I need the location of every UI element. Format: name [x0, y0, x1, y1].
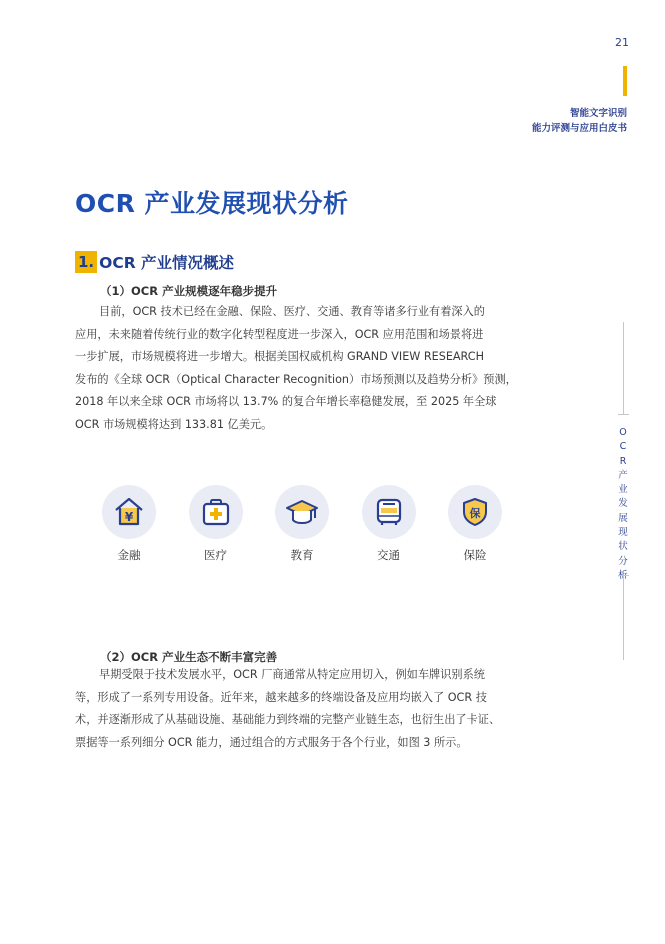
section-number: 1. — [75, 251, 97, 273]
industry-transport — [357, 485, 421, 563]
subsection-2-paragraph — [75, 664, 517, 754]
paragraph-line: 应用，未来随着传统行业的数字化转型程度进一步深入，OCR 应用范围和场景将进 — [75, 327, 484, 341]
section-title: OCR 产业情况概述 — [99, 254, 235, 272]
medical-kit-icon — [189, 485, 243, 539]
industry-label: 交通 — [377, 548, 400, 562]
document-title-line2: 能力评测与应用白皮书 — [531, 123, 627, 134]
paragraph-line: 目前，OCR 技术已经在金融、保险、医疗、交通、教育等诸多行业有着深入的 — [99, 305, 485, 318]
subsection-1-paragraph — [75, 301, 517, 436]
industry-label: 教育 — [290, 548, 314, 562]
paragraph-line: 票据等一系列细分 OCR 能力，通过组合的方式服务于各个行业，如图 3 所示。 — [75, 735, 468, 749]
paragraph-line: 术，并逐渐形成了从基础设施、基础能力到终端的完整产业链生态，也衍生出了卡证、 — [75, 713, 501, 726]
side-nav-label: OCR产业发展现状分 — [618, 427, 628, 567]
graduation-cap-icon — [275, 485, 329, 539]
industry-education — [270, 485, 334, 563]
industry-label: 医疗 — [204, 548, 227, 562]
subsection-1-heading: （1）OCR 产业规模逐年稳步提升 — [100, 284, 278, 298]
page-number: 21 — [615, 36, 629, 49]
industry-label: 金融 — [117, 548, 141, 562]
section-heading — [75, 251, 234, 273]
side-nav-tick-top — [618, 414, 629, 415]
side-nav-divider-bottom — [623, 576, 624, 660]
industry-label: 保险 — [463, 548, 487, 562]
shield-icon — [448, 485, 502, 539]
shield-glyph: 保 — [469, 507, 481, 520]
paragraph-line: 发布的《全球 OCR（Optical Character Recognition）市场预测以及趋势分析》预测， — [75, 372, 517, 386]
paragraph-line: 一步扩展，市场规模将进一步增大。根据美国权威机构 GRAND VIEW RESEARCH — [75, 350, 484, 363]
industry-medical — [184, 485, 248, 563]
industry-finance — [97, 485, 161, 563]
svg-text:¥: ¥ — [124, 510, 134, 524]
finance-icon — [102, 485, 156, 539]
paragraph-line: 等，形成了一系列专用设备。近年来，越来越多的终端设备及应用均嵌入了 OCR 技 — [75, 690, 487, 704]
page-title: OCR 产业发展现状分析 — [75, 189, 349, 218]
industry-icons — [97, 485, 507, 563]
paragraph-line: 早期受限于技术发展水平，OCR 厂商通常从特定应用切入，例如车牌识别系统 — [99, 668, 485, 681]
paragraph-line: 2018 年以来全球 OCR 市场将以 13.7% 的复合年增长率稳健发展，至 2025 年全球 — [75, 395, 497, 408]
header-accent-bar — [623, 66, 627, 96]
industry-insurance — [443, 485, 507, 563]
document-title — [532, 106, 627, 136]
side-nav-divider-top — [623, 322, 624, 414]
subsection-2-heading: （2）OCR 产业生态不断丰富完善 — [100, 650, 278, 664]
paragraph-line: OCR 市场规模将达到 133.81 亿美元。 — [75, 417, 273, 431]
document-title-line1: 智能文字识别 — [569, 108, 627, 119]
bus-icon — [362, 485, 416, 539]
